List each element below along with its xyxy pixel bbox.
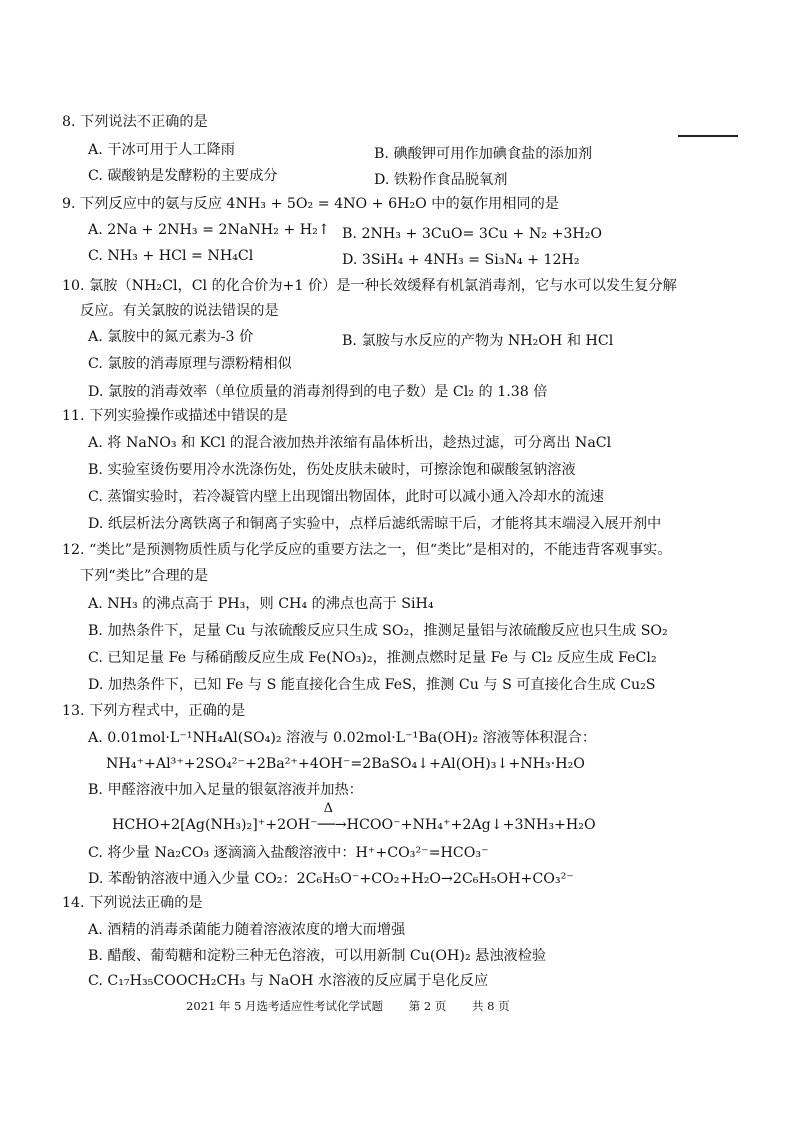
q11-option-d: D. 纸层析法分离铁离子和铜离子实验中，点样后滤纸需晾干后，才能将其末端浸入展开剂中 [88,516,662,532]
q8-option-d: D. 铁粉作食品脱氧剂 [374,172,508,188]
q10-option-a: A. 氯胺中的氮元素为-3 价 [88,329,254,345]
q9-option-b: B. 2NH₃ + 3CuO= 3Cu + N₂ +3H₂O [342,226,603,242]
q13-stem: 13. 下列方程式中，正确的是 [62,703,246,719]
q9-option-c: C. NH₃ + HCl = NH₄Cl [88,248,254,264]
footer-total-pages: 共 8 页 [472,999,510,1013]
q13-option-b: B. 甲醛溶液中加入足量的银氨溶液并加热： [88,782,363,798]
q10-stem-line1: 10. 氯胺（NH₂Cl，Cl 的化合价为+1 价）是一种长效缓释有机氯消毒剂，它与水可以发生复分解 [62,278,677,294]
reaction-arrow-heat [317,801,347,835]
q9-stem: 9. 下列反应中的氨与反应 4NH₃ + 5O₂ = 4NO + 6H₂O 中的氨作用相同的是 [62,196,559,212]
q9-option-a: A. 2Na + 2NH₃ = 2NaNH₂ + H₂↑ [88,222,330,238]
q12-option-a: A. NH₃ 的沸点高于 PH₃，则 CH₄ 的沸点也高于 SiH₄ [88,596,434,612]
q10-option-d: D. 氯胺的消毒效率（单位质量的消毒剂得到的电子数）是 Cl₂ 的 1.38 倍 [88,384,548,400]
q10-stem-line2: 反应。有关氯胺的说法错误的是 [80,303,279,319]
q11-stem: 11. 下列实验操作或描述中错误的是 [62,408,288,424]
q13-option-a-equation: NH₄⁺+Al³⁺+2SO₄²⁻+2Ba²⁺+4OH⁻=2BaSO₄↓+Al(OH)₃↓+NH₃·H₂O [106,756,585,772]
footer-title: 2021 年 5 月选考适应性考试化学试题 [186,999,384,1013]
q13-option-c: C. 将少量 Na₂CO₃ 逐滴滴入盐酸溶液中：H⁺+CO₃²⁻=HCO₃⁻ [88,845,489,861]
reaction-arrow-icon: ──→ [317,817,347,833]
q14-option-b: B. 醋酸、葡萄糖和淀粉三种无色溶液，可以用新制 Cu(OH)₂ 悬浊液检验 [88,948,547,964]
q10-option-b: B. 氯胺与水反应的产物为 NH₂OH 和 HCl [342,333,614,349]
q12-stem-line2: 下列“类比”合理的是 [80,568,209,584]
q12-option-b: B. 加热条件下，足量 Cu 与浓硫酸反应只生成 SO₂，推测足量铝与浓硫酸反应也只生成 SO₂ [88,623,668,639]
q8-stem: 8. 下列说法不正确的是 [62,114,208,130]
footer-page-number: 第 2 页 [408,999,447,1013]
q13-option-b-equation [112,801,794,835]
page-footer [186,998,532,1014]
q10-option-c: C. 氯胺的消毒原理与漂粉精相似 [88,356,292,372]
q13-b-equation-left: HCHO+2[Ag(NH₃)₂]⁺+2OH⁻ [112,817,318,833]
q14-option-a: A. 酒精的消毒杀菌能力随着溶液浓度的增大而增强 [88,922,406,938]
q11-option-b: B. 实验室烫伤要用冷水洗涤伤处，伤处皮肤未破时，可擦涂饱和碳酸氢钠溶液 [88,462,576,478]
q12-option-c: C. 已知足量 Fe 与稀硝酸反应生成 Fe(NO₃)₂，推测点燃时足量 Fe 与 Cl₂ 反应生成 FeCl₂ [88,650,657,666]
q14-stem: 14. 下列说法正确的是 [62,895,203,911]
q13-b-equation-right: HCOO⁻+NH₄⁺+2Ag↓+3NH₃+H₂O [346,817,596,833]
q12-stem-line1: 12. “类比”是预测物质性质与化学反应的重要方法之一，但“类比”是相对的，不能违背客观事实。 [62,542,672,558]
q11-option-c: C. 蒸馏实验时，若冷凝管内壁上出现馏出物固体，此时可以减小通入冷却水的流速 [88,489,604,505]
q9-option-d: D. 3SiH₄ + 4NH₃ = Si₃N₄ + 12H₂ [342,252,580,268]
margin-rule [678,135,738,137]
q11-option-a: A. 将 NaNO₃ 和 KCl 的混合液加热并浓缩有晶体析出，趁热过滤，可分离出 NaCl [88,435,612,451]
q8-option-c: C. 碳酸钠是发酵粉的主要成分 [88,168,278,184]
q8-option-a: A. 干冰可用于人工降雨 [88,142,235,158]
q12-option-d: D. 加热条件下，已知 Fe 与 S 能直接化合生成 FeS，推测 Cu 与 S 可直接化合生成 Cu₂S [88,677,656,693]
q13-option-a: A. 0.01mol·L⁻¹NH₄Al(SO₄)₂ 溶液与 0.02mol·L⁻¹Ba(OH)₂ 溶液等体积混合： [88,730,597,746]
q8-option-b: B. 碘酸钾可用作加碘食盐的添加剂 [374,146,593,162]
q13-option-d: D. 苯酚钠溶液中通入少量 CO₂：2C₆H₅O⁻+CO₂+H₂O→2C₆H₅OH+CO₃²⁻ [88,871,574,887]
heat-delta-symbol: Δ [323,801,334,816]
q14-option-c: C. C₁₇H₃₅COOCH₂CH₃ 与 NaOH 水溶液的反应属于皂化反应 [88,973,489,989]
